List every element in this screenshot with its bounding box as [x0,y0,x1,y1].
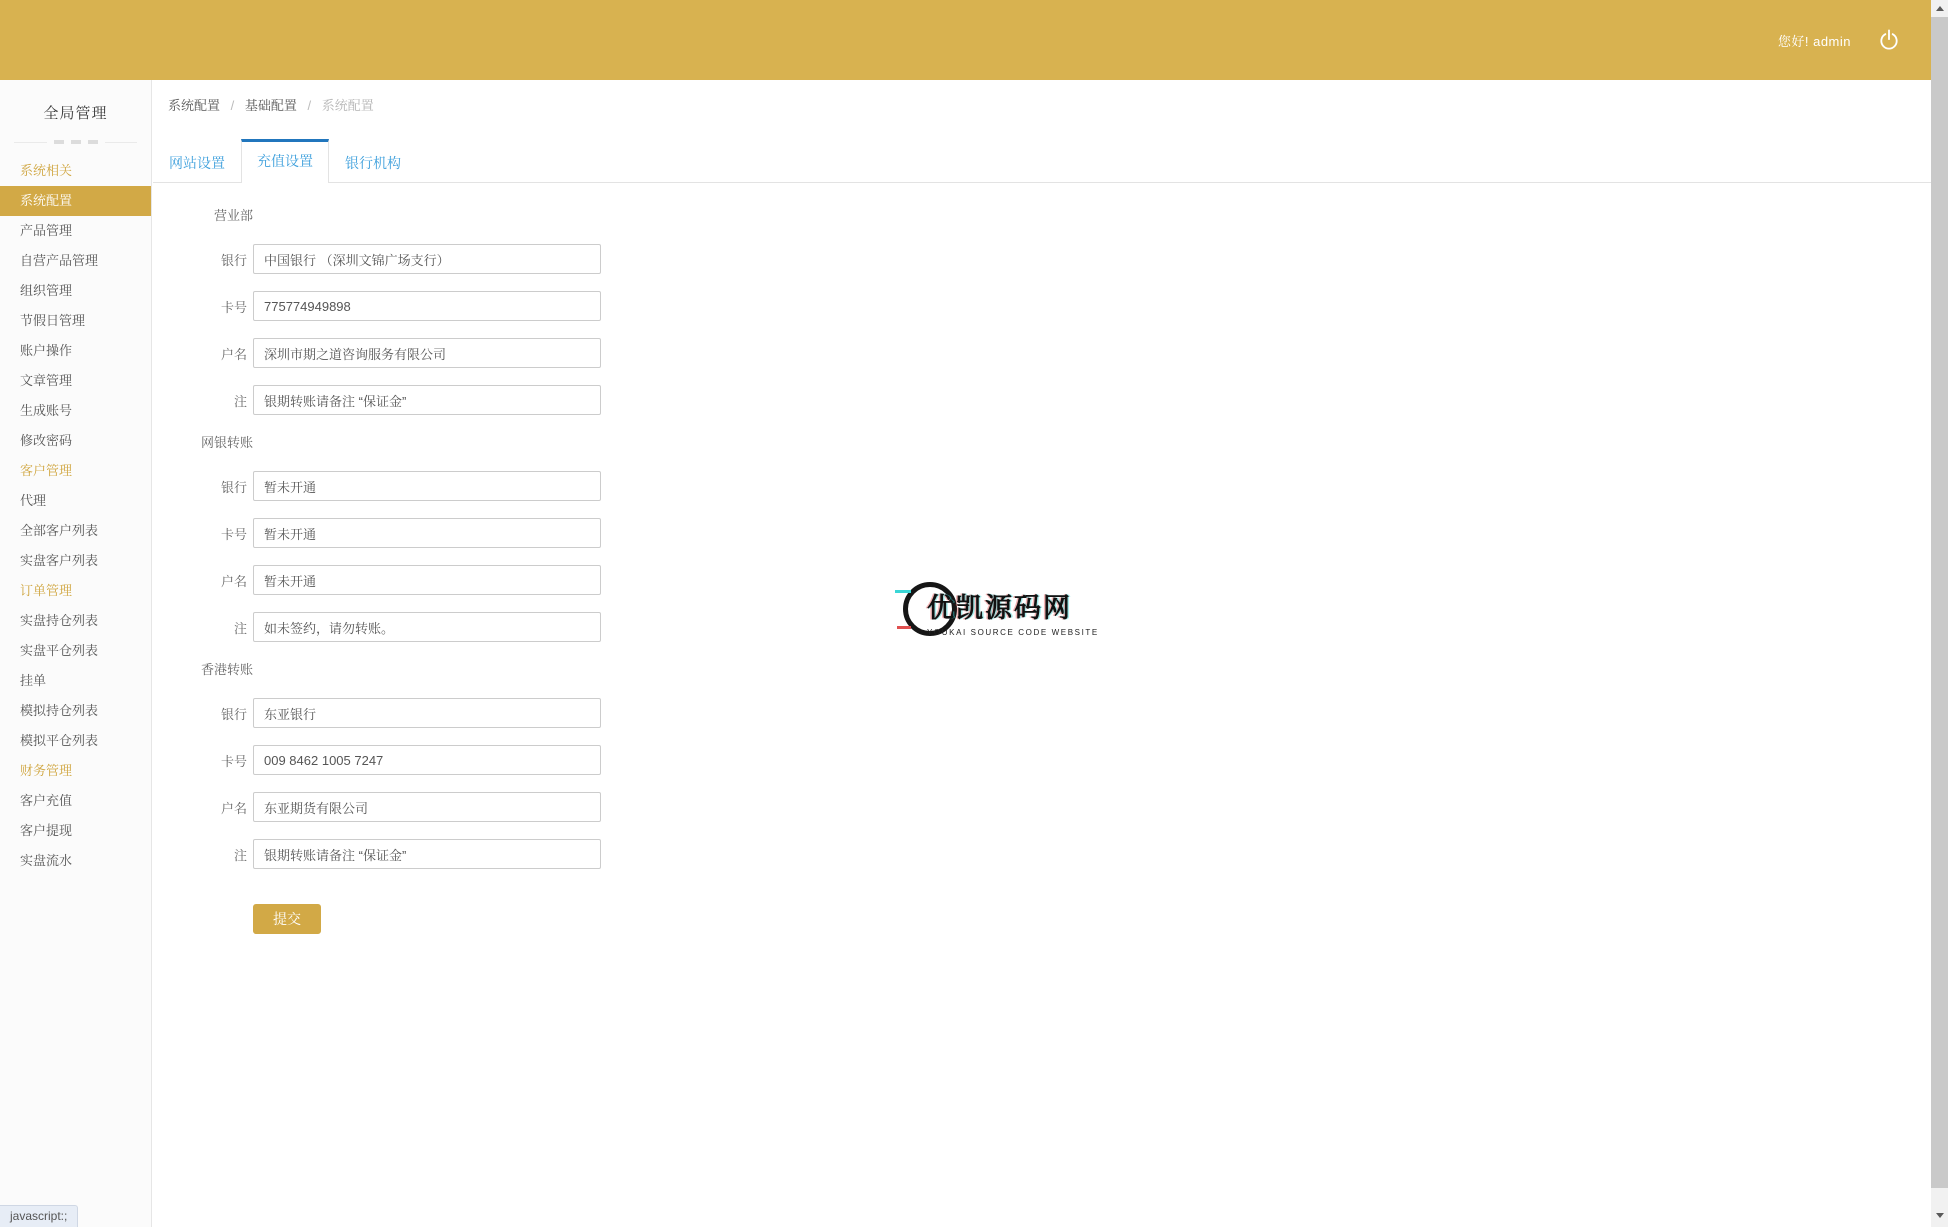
breadcrumb [153,80,1931,114]
sidebar-section-system: 系统相关 [20,163,73,178]
breadcrumb-separator: / [230,98,235,113]
tab-bank-institutions[interactable]: 银行机构 [345,155,401,171]
bank-input[interactable] [253,698,601,728]
breadcrumb-item[interactable]: 基础配置 [244,98,297,113]
account-name-label: 户名 [220,800,247,816]
sidebar-item-system-config[interactable]: 系统配置 [0,186,151,216]
form-row [153,291,1931,321]
sidebar-nav [0,156,151,876]
form-row [153,792,1931,822]
sidebar-section-customer: 客户管理 [20,463,73,478]
sidebar-item-pending-orders[interactable]: 挂单 [20,673,47,688]
breadcrumb-item[interactable]: 系统配置 [168,98,221,113]
note-input[interactable] [253,839,601,869]
sidebar-item-change-password[interactable]: 修改密码 [20,433,73,448]
logout-button[interactable] [1877,28,1901,52]
sidebar [0,80,152,1227]
sidebar-item-agent[interactable]: 代理 [20,493,47,508]
sidebar-item-customer-deposit[interactable]: 客户充值 [20,793,73,808]
note-label: 注 [233,620,247,636]
vertical-scrollbar[interactable] [1931,0,1948,1227]
form-row [153,338,1931,368]
bank-input[interactable] [253,471,601,501]
form-row [153,518,1931,548]
scroll-up-button[interactable] [1931,0,1948,17]
sidebar-item-self-product[interactable]: 自营产品管理 [20,253,99,268]
section-business-dept [153,205,1931,415]
bank-label: 银行 [220,252,247,268]
form-row [153,565,1931,595]
card-number-input[interactable] [253,745,601,775]
main-content [153,80,1931,1227]
form-row [153,244,1931,274]
topbar [0,0,1931,80]
submit-button[interactable]: 提交 [253,904,321,934]
form-row [153,745,1931,775]
browser-status-tooltip: javascript:; [0,1205,78,1227]
card-number-label: 卡号 [220,299,247,315]
section-title: 香港转账 [200,662,253,677]
sidebar-item-real-customers[interactable]: 实盘客户列表 [20,553,99,568]
section-online-banking [153,432,1931,642]
sidebar-section-orders: 订单管理 [20,583,73,598]
tab-bar [153,139,1931,183]
card-number-label: 卡号 [220,526,247,542]
section-title: 网银转账 [200,435,253,450]
form-row [153,471,1931,501]
card-number-input[interactable] [253,518,601,548]
power-icon [1878,29,1900,51]
account-name-input[interactable] [253,565,601,595]
section-title: 营业部 [213,208,253,223]
note-input[interactable] [253,612,601,642]
sidebar-item-account-ops[interactable]: 账户操作 [20,343,73,358]
sidebar-item-generate-account[interactable]: 生成账号 [20,403,73,418]
tab-recharge-settings[interactable]: 充值设置 [241,139,329,183]
watermark-title: 优凯源码网 [927,593,1072,623]
account-name-label: 户名 [220,573,247,589]
form-row [153,385,1931,415]
account-name-label: 户名 [220,346,247,362]
breadcrumb-current: 系统配置 [321,98,374,113]
sidebar-item-sim-closed[interactable]: 模拟平仓列表 [20,733,99,748]
form-row [153,698,1931,728]
bank-label: 银行 [220,479,247,495]
arrow-up-icon [1936,6,1944,11]
sidebar-item-customer-withdraw[interactable]: 客户提现 [20,823,73,838]
sidebar-title: 全局管理 [43,105,108,122]
scroll-down-button[interactable] [1931,1207,1948,1224]
sidebar-item-holiday-mgmt[interactable]: 节假日管理 [20,313,86,328]
tab-website-settings[interactable]: 网站设置 [169,155,225,171]
card-number-input[interactable] [253,291,601,321]
sidebar-item-real-flow[interactable]: 实盘流水 [20,853,73,868]
sidebar-item-all-customers[interactable]: 全部客户列表 [20,523,99,538]
sidebar-section-finance: 财务管理 [20,763,73,778]
account-name-input[interactable] [253,792,601,822]
bank-input[interactable] [253,244,601,274]
note-label: 注 [233,393,247,409]
scrollbar-thumb[interactable] [1931,17,1948,1188]
sidebar-collapse-divider [14,140,137,144]
sidebar-item-real-closed[interactable]: 实盘平仓列表 [20,643,99,658]
form-row [153,839,1931,869]
note-label: 注 [233,847,247,863]
sidebar-item-article-mgmt[interactable]: 文章管理 [20,373,73,388]
section-hongkong-transfer [153,659,1931,869]
sidebar-item-product-mgmt[interactable]: 产品管理 [20,223,73,238]
sidebar-item-real-positions[interactable]: 实盘持仓列表 [20,613,99,628]
breadcrumb-separator: / [307,98,312,113]
form-row [153,612,1931,642]
arrow-down-icon [1936,1213,1944,1218]
sidebar-item-org-mgmt[interactable]: 组织管理 [20,283,73,298]
bank-label: 银行 [220,706,247,722]
watermark-subtitle: YOUKAI SOURCE CODE WEBSITE [927,628,1099,637]
card-number-label: 卡号 [220,753,247,769]
recharge-settings-form [153,205,1931,934]
note-input[interactable] [253,385,601,415]
sidebar-item-sim-positions[interactable]: 模拟持仓列表 [20,703,99,718]
greeting-text: 您好! admin [1777,33,1851,49]
account-name-input[interactable] [253,338,601,368]
